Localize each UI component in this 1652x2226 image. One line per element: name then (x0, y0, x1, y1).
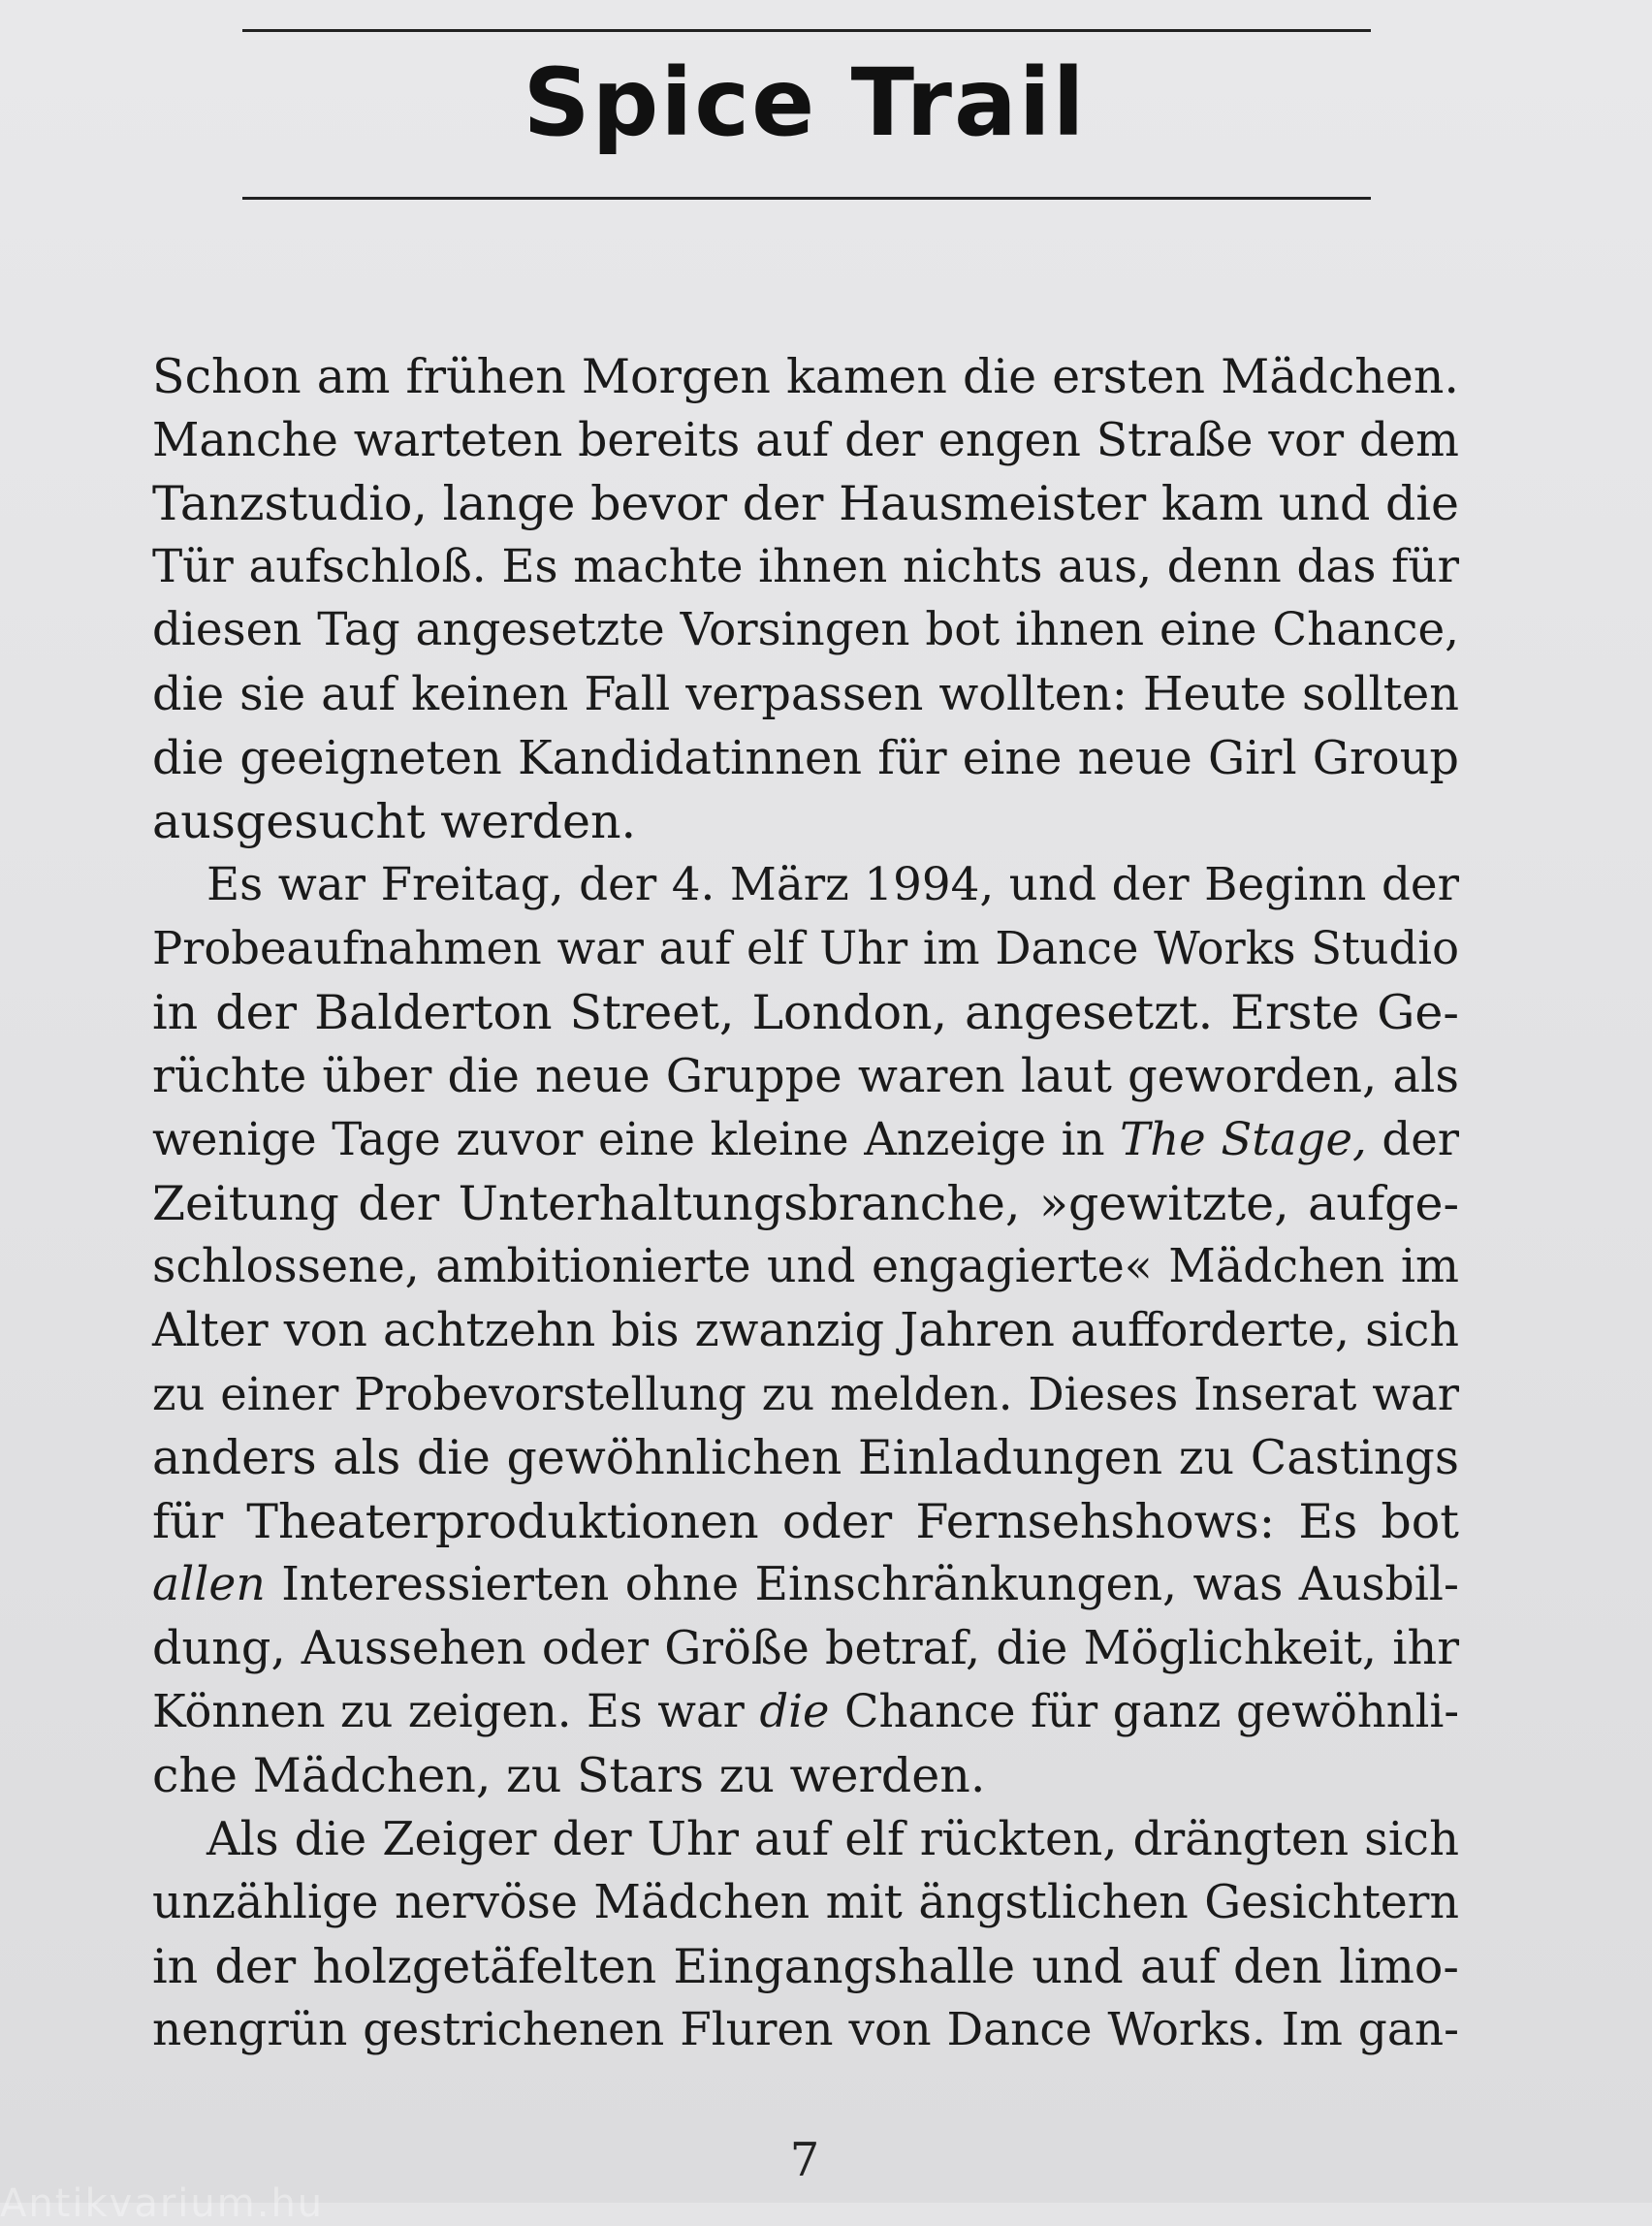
italic-publication-name: The Stage, (1120, 1113, 1367, 1166)
text-line: Zeitung der Unterhaltungsbranche, »gewitzte, aufge- (152, 1175, 1459, 1231)
text-line: die geeigneten Kandidatinnen für eine neue Girl Group (152, 731, 1459, 785)
text-line: Tanzstudio, lange bevor der Hausmeister kam und die (152, 476, 1459, 532)
text-line: für Theaterproduktionen oder Fernsehshows: Es bot (152, 1493, 1459, 1549)
title-rule-top (242, 29, 1371, 32)
text-line (152, 1108, 1459, 1172)
text-span: wenige Tage zuvor eine kleine Anzeige in (152, 1113, 1121, 1166)
title-rule-bottom (242, 197, 1371, 200)
text-line: Tür aufschloß. Es machte ihnen nichts aus, denn das für (152, 540, 1459, 593)
text-span: Können zu zeigen. Es war (152, 1685, 760, 1738)
page-number: 7 (789, 2133, 820, 2187)
paragraph-2 (152, 854, 1459, 1808)
text-span: Chance für ganz gewöhnli- (829, 1685, 1460, 1738)
text-line: Als die Zeiger der Uhr auf elf rückten, drängten sich (206, 1811, 1459, 1866)
text-line: anders als die gewöhnlichen Einladungen zu Castings (152, 1430, 1459, 1486)
text-line (152, 1680, 1459, 1744)
paragraph-3 (152, 1808, 1459, 2062)
text-line: ausgesucht werden. (152, 794, 637, 850)
paragraph-1 (152, 345, 1459, 854)
italic-emphasis: die (759, 1685, 830, 1738)
text-line: Manche warteten bereits auf der engen Straße vor dem (152, 413, 1459, 467)
text-line: Es war Freitag, der 4. März 1994, und der Beginn der (206, 858, 1459, 911)
text-line: zu einer Probevorstellung zu melden. Dieses Inserat war (152, 1367, 1459, 1420)
text-span: der (1366, 1113, 1460, 1166)
watermark: Antikvarium.hu (0, 2181, 325, 2226)
text-line: Alter von achtzehn bis zwanzig Jahren aufforderte, sich (152, 1303, 1459, 1357)
text-line (152, 1553, 1459, 1617)
text-line: diesen Tag angesetzte Vorsingen bot ihnen eine Chance, (152, 604, 1459, 657)
text-line: unzählige nervöse Mädchen mit ängstlichen Gesichtern (152, 1876, 1459, 1930)
text-line: nengrün gestrichenen Fluren von Dance Works. Im gan- (152, 2003, 1459, 2057)
text-line: Schon am frühen Morgen kamen die ersten Mädchen. (152, 349, 1459, 404)
text-line: die sie auf keinen Fall verpassen wollten: Heute sollten (152, 667, 1459, 721)
body-text (152, 345, 1459, 2062)
text-span: Interessierten ohne Einschränkungen, was Ausbil- (265, 1558, 1459, 1612)
text-line: che Mädchen, zu Stars zu werden. (152, 1748, 986, 1804)
text-line: schlossene, ambitionierte und engagierte« Mädchen im (152, 1240, 1459, 1294)
text-line: dung, Aussehen oder Größe betraf, die Möglichkeit, ihr (152, 1621, 1459, 1675)
chapter-title: Spice Trail (523, 48, 1087, 157)
italic-emphasis: allen (152, 1558, 266, 1612)
text-line: in der Balderton Street, London, angesetzt. Erste Ge- (152, 984, 1459, 1040)
text-line: in der holzgetäfelten Eingangshalle und auf den limo- (152, 1938, 1459, 1994)
text-line: rüchte über die neue Gruppe waren laut geworden, als (152, 1048, 1459, 1103)
text-line: Probeaufnahmen war auf elf Uhr im Dance Works Studio (152, 922, 1459, 975)
